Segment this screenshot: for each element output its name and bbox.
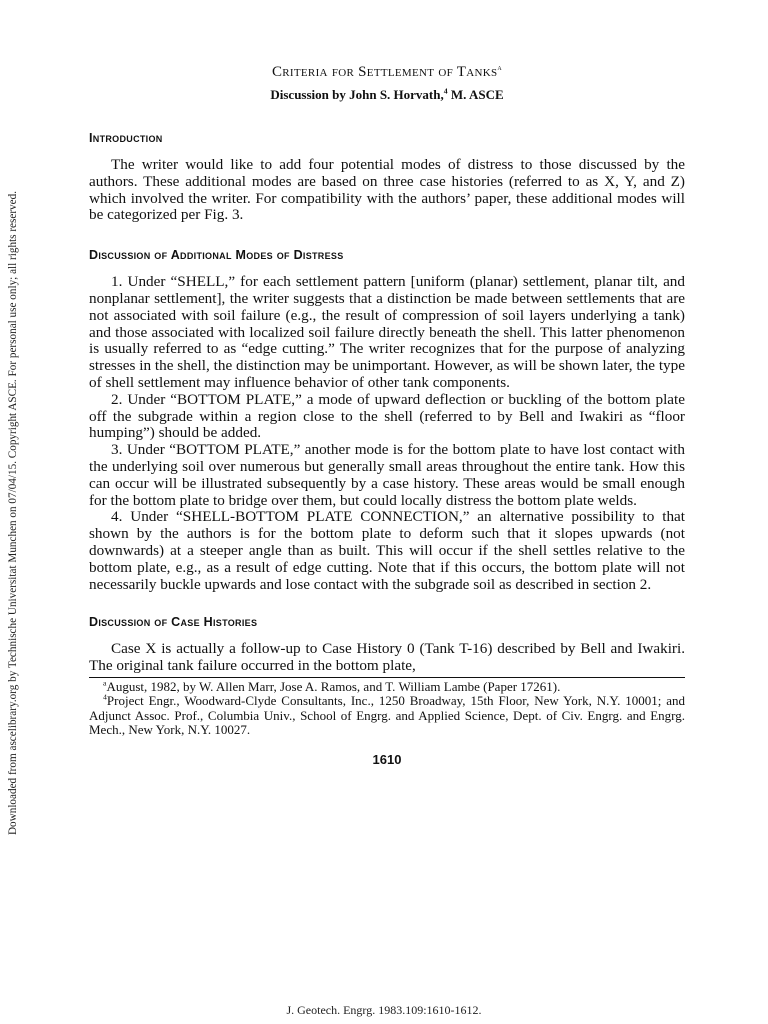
download-notice <box>2 140 24 885</box>
download-notice-text: Downloaded from ascelibrary.org by Technische Universitat Munchen on 07/04/15. Copyright ASCE. For personal use only; all rights reserved. <box>7 190 19 835</box>
footnote-4: $^4$Project Engr., Woodward-Clyde Consultants, Inc., 1250 Broadway, 15th Floor, New York, N.Y. 10001; and Adjunct Assoc. Prof., Columbia Univ., School of Engrg. and Applied Science, Dept. of Civ. Engrg. and Engrg. Mech., New York, N.Y. 10027. <box>89 693 685 738</box>
title-footnote-mark: a <box>497 62 503 72</box>
paper-page <box>89 60 685 767</box>
footnote-a: $^a$August, 1982, by W. Allen Marr, Jose A. Ramos, and T. William Lambe (Paper 17261). <box>103 678 561 694</box>
byline: Discussion by John S. Horvath,$^4$ M. ASCE <box>270 86 504 102</box>
paragraph-introduction: The writer would like to add four potential modes of distress to those discussed by the authors. These additional modes are based on three case histories (referred to as X, Y, and Z) which involved the writer. For compatibility with the authors’ paper, these additional modes will be categorized per Fig. 3. <box>89 156 685 224</box>
article-title: Criteria for Settlement of Tanks$^a$ <box>271 62 503 80</box>
section-heading-case-histories: Discussion of Case Histories <box>89 615 258 630</box>
page-number: 1610 <box>372 751 402 767</box>
paragraph-mode-4: 4. Under “SHELL-BOTTOM PLATE CONNECTION,” an alternative possibility to that shown by the authors is for the bottom plate to deform such that it slopes upwards (not downwards) at a steeper angle than as built. This will occur if the shell settles relative to the bottom plate, e.g., as a result of edge cutting. Note that if this occurs, the bottom plate will not necessarily buckle upwards and lose contact with the subgrade soil as described in section 2. <box>89 508 685 593</box>
paragraph-mode-2: 2. Under “BOTTOM PLATE,” a mode of upward deflection or buckling of the bottom plate off the subgrade within a region close to the shell (referred to by Bell and Iwakiri as “floor humping”) should be added. <box>89 390 685 442</box>
paragraph-case-x: Case X is actually a follow-up to Case History 0 (Tank T-16) described by Bell and Iwakiri. The original tank failure occurred in the bottom plate, <box>89 640 685 675</box>
journal-citation: J. Geotech. Engrg. 1983.109:1610-1612. <box>286 1003 482 1017</box>
section-heading-modes: Discussion of Additional Modes of Distress <box>89 248 344 263</box>
footnote-divider <box>89 677 685 678</box>
paragraph-mode-1: 1. Under “SHELL,” for each settlement pattern [uniform (planar) settlement, planar tilt, and nonplanar settlement], the writer suggests that a distinction be made between settlements that are not associated with soil failure (e.g., the result of compression of soil layers underlying a tank) and those associated with localized soil failure directly beneath the shell. This latter phenomenon is usually referred to as “edge cutting.” The writer recognizes that for the purpose of analyzing stresses in the shell, the distinction may be unimportant. However, as will be shown later, the type of shell settlement may influence behavior of other tank components. <box>89 273 685 391</box>
author-footnote-mark: 4 <box>443 86 448 96</box>
paragraph-mode-3: 3. Under “BOTTOM PLATE,” another mode is for the bottom plate to have lost contact with the underlying soil over numerous but generally small areas throughout the entire tank. How this can occur will be illustrated subsequently by a case history. These areas would be small enough for the bottom plate to bridge over them, but could locally distress the bottom plate welds. <box>89 441 685 509</box>
section-heading-introduction: Introduction <box>89 131 163 145</box>
